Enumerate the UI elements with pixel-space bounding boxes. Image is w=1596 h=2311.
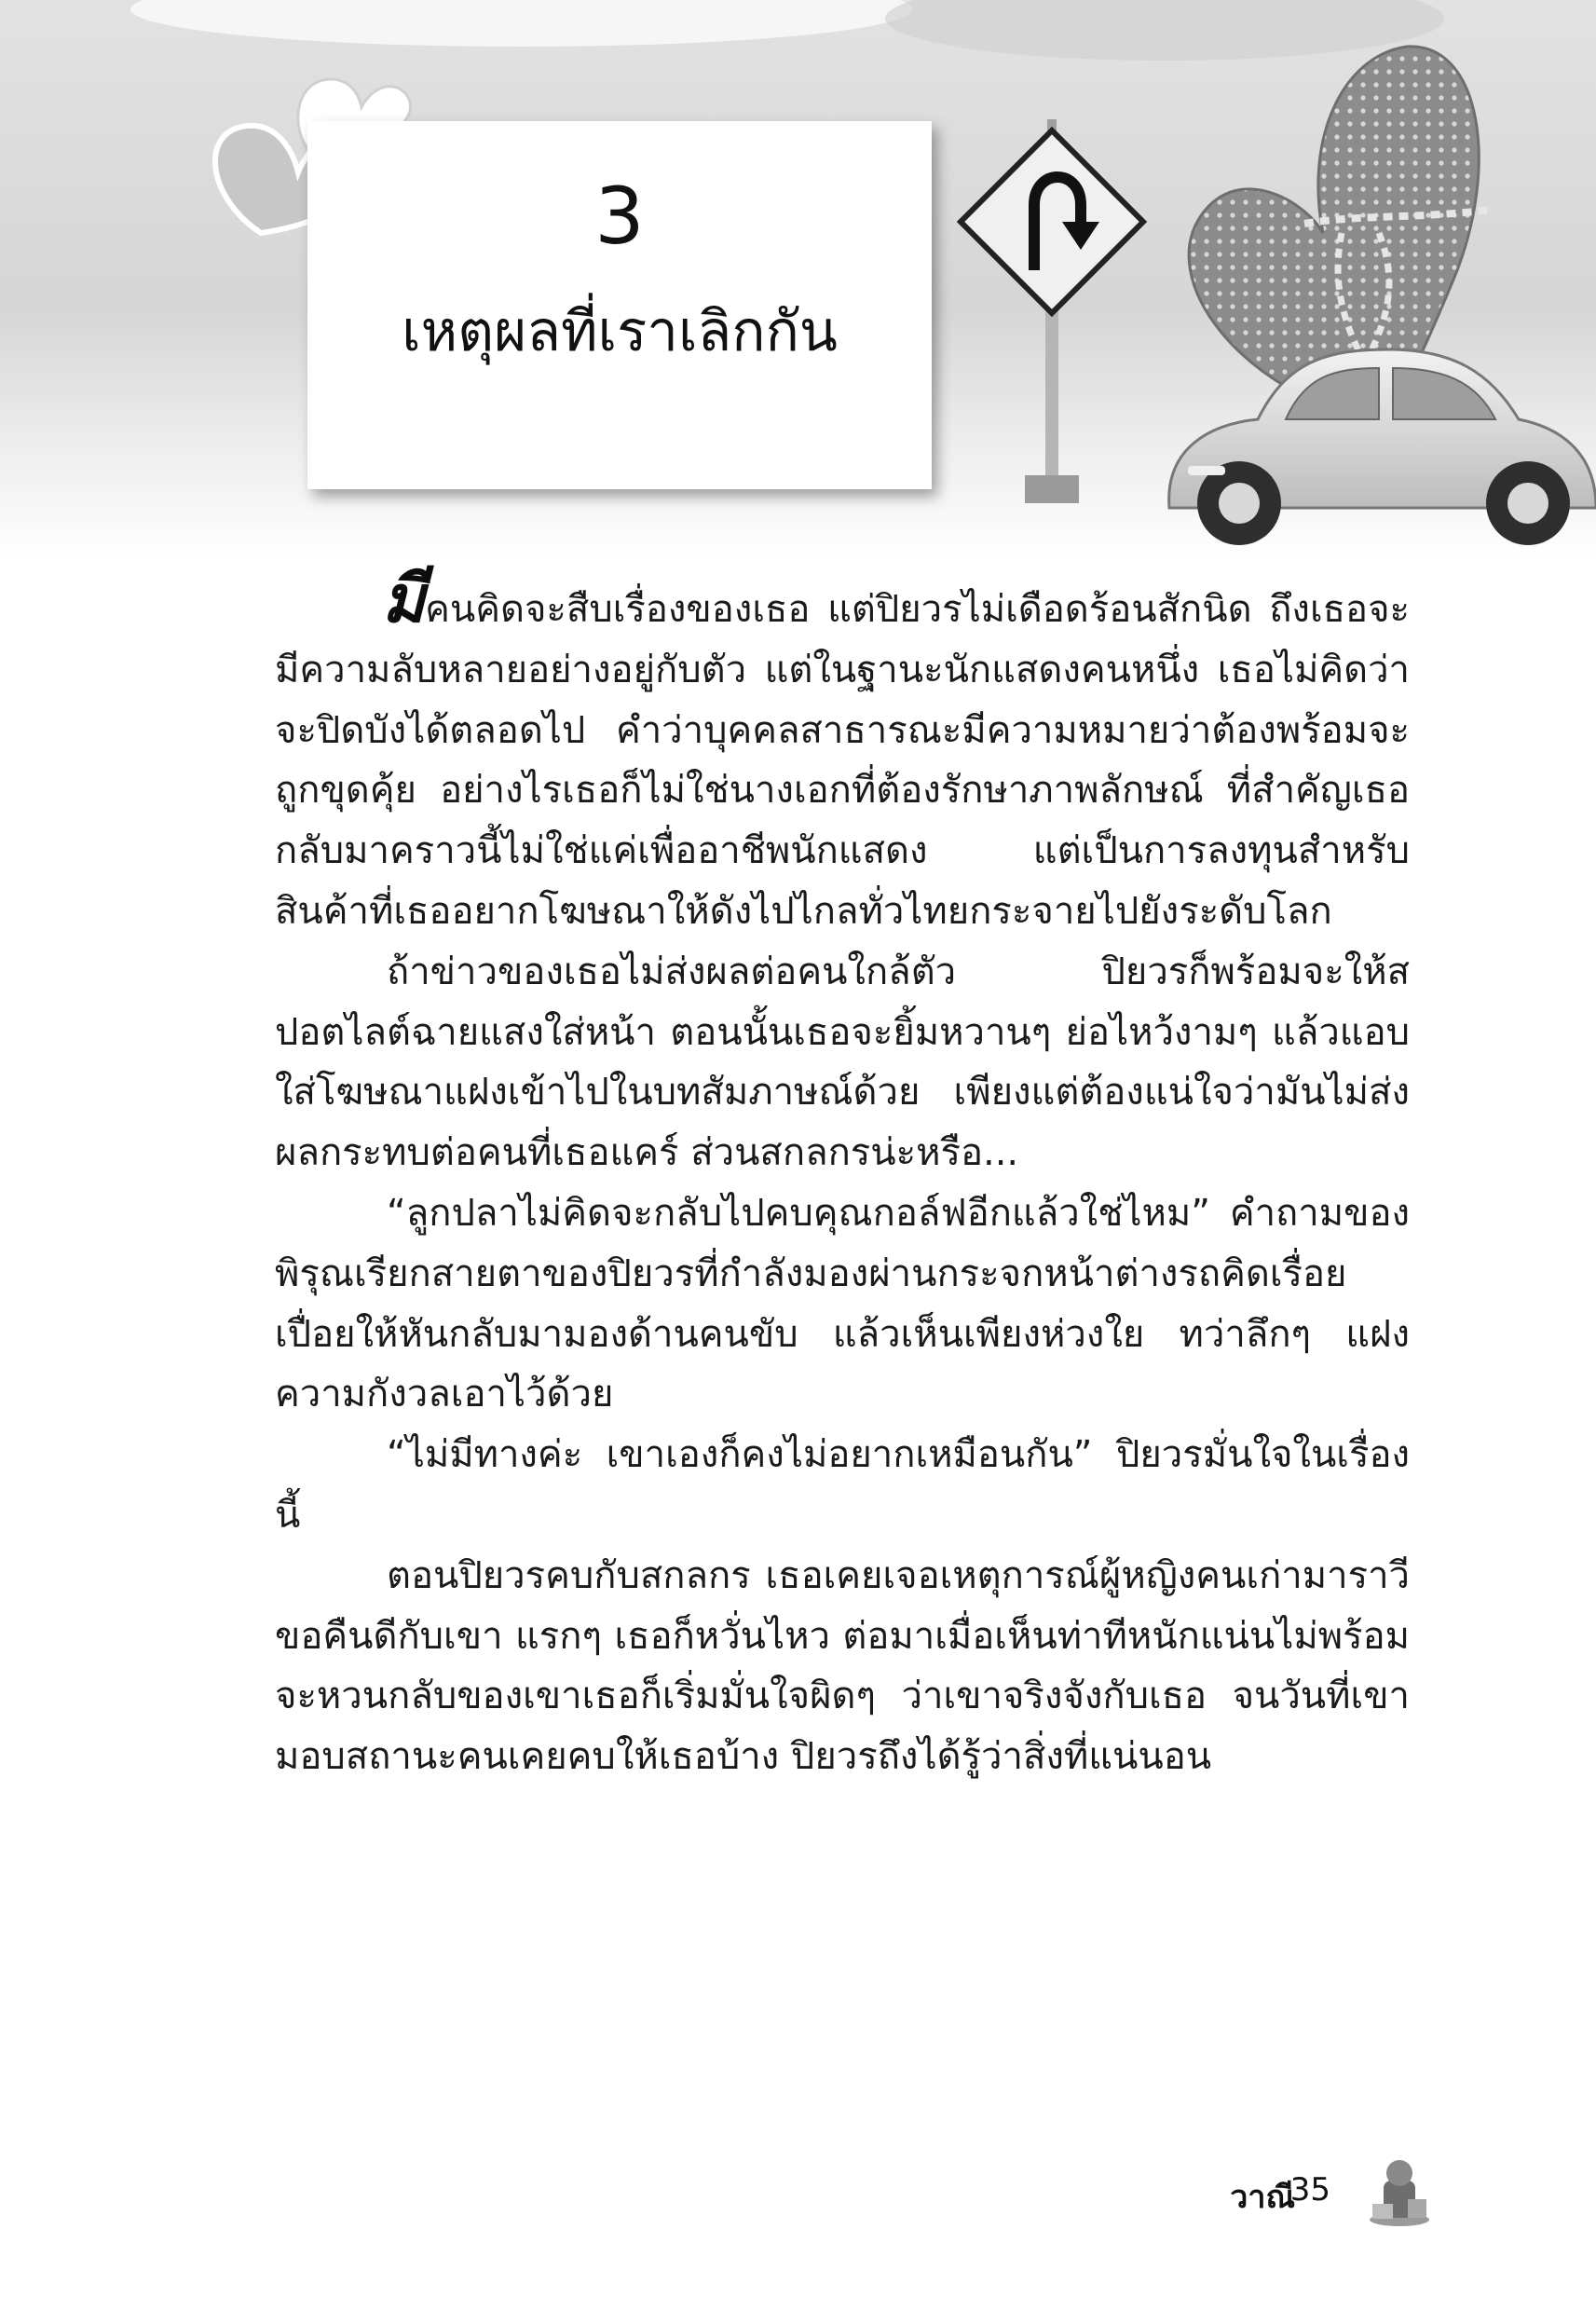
- drop-cap: มี: [382, 560, 426, 637]
- paragraph: “ไม่มีทางค่ะ เขาเองก็คงไม่อยากเหมือนกัน” ปิยวรมั่นใจในเรื่องนี้: [275, 1433, 1410, 1537]
- page-footer: [1155, 2143, 1435, 2227]
- body-text: [275, 560, 1410, 1787]
- paragraph: ตอนปิยวรคบกับสกลกร เธอเคยเจอเหตุการณ์ผู้หญิงคนเก่ามาราวีขอคืนดีกับเขา แรกๆ เธอก็หวั่นไหว ต่อมาเมื่อเห็นท่าทีหนักแน่นไม่พร้อมจะหวนกลับของเขาเธอก็เริ่มมั่นใจผิดๆ ว่าเขาจริงจังกับเธอ จนวันที่เขามอบสถานะคนเคยคบให้เธอบ้าง ปิยวรถึงได้รู้ว่าสิ่งที่แน่นอน: [275, 1553, 1410, 1779]
- footer-author-label: วาณี: [1230, 2179, 1295, 2216]
- chapter-title: เหตุผลที่เราเลิกกัน: [402, 299, 838, 364]
- publisher-mascot-icon: [1365, 2153, 1435, 2227]
- paragraph: ถ้าข่าวของเธอไม่ส่งผลต่อคนใกล้ตัว ปิยวรก็พร้อมจะให้สปอตไลต์ฉายแสงใส่หน้า ตอนนั้นเธอจะยิ้มหวานๆ ย่อไหว้งามๆ แล้วแอบใส่โฆษณาแฝงเข้าไปในบทสัมภาษณ์ด้วย เพียงแต่ต้องแน่ใจว่ามันไม่ส่งผลกระทบต่อคนที่เธอแคร์ ส่วนสกลกรน่ะหรือ...: [275, 950, 1410, 1175]
- paragraph-text: คนคิดจะสืบเรื่องของเธอ แต่ปิยวรไม่เดือดร้อนสักนิด ถึงเธอจะมีความลับหลายอย่างอยู่กับตัว แต่ในฐานะนักแสดงคนหนึ่ง เธอไม่คิดว่าจะปิดบังได้ตลอดไป คำว่าบุคคลสาธารณะมีความหมายว่าต้องพร้อมจะถูกขุดคุ้ย อย่างไรเธอก็ไม่ใช่นางเอกที่ต้องรักษาภาพลักษณ์ ที่สำคัญเธอกลับมาคราวนี้ไม่ใช่แค่เพื่ออาชีพนักแสดง แต่เป็นการลงทุนสำหรับสินค้าที่เธออยากโฆษณาให้ดังไปไกลทั่วไทยกระจายไปยังระดับโลก: [275, 588, 1410, 933]
- chapter-title-card: [307, 121, 932, 489]
- paragraph: [275, 560, 1410, 942]
- chapter-number: 3: [594, 171, 645, 262]
- page-number: 35: [1289, 2171, 1330, 2208]
- paragraph: “ลูกปลาไม่คิดจะกลับไปคบคุณกอล์ฟอีกแล้วใช่ไหม” คำถามของพิรุณเรียกสายตาของปิยวรที่กำลังมองผ่านกระจกหน้าต่างรถคิดเรื่อยเปื่อยให้หันกลับมามองด้านคนขับ แล้วเห็นเพียงห่วงใย ทว่าลึกๆ แฝงความกังวลเอาไว้ด้วย: [275, 1191, 1410, 1416]
